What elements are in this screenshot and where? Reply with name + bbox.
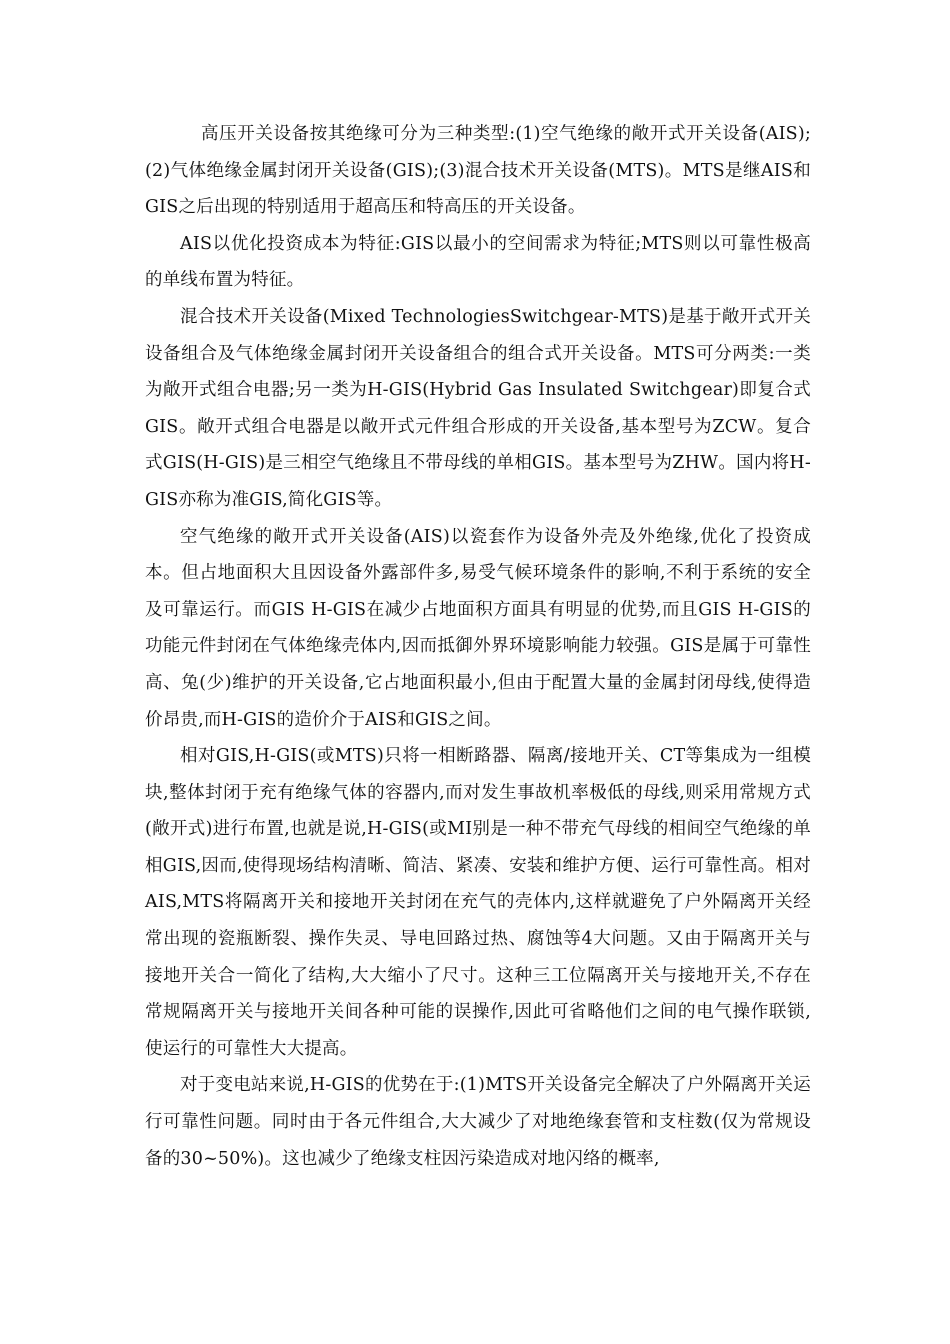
paragraph-insulation-types: 高压开关设备按其绝缘可分为三种类型:(1)空气绝缘的敞开式开关设备(AIS);(2)气体绝缘金属封闭开关设备(GIS);(3)混合技术开关设备(MTS)。MTS是继AIS和GIS之后出现的特别适用于超高压和特高压的开关设备。 <box>145 124 811 218</box>
paragraph-substation-advantages: 对于变电站来说,H-GIS的优势在于:(1)MTS开关设备完全解决了户外隔离开关运行可靠性问题。同时由于各元件组合,大大减少了对地绝缘套管和支柱数(仅为常规设备的30~50%)。这也减少了绝缘支柱因污染造成对地闪络的概率, <box>145 1075 811 1169</box>
paragraph-mts-definition: 混合技术开关设备(Mixed TechnologiesSwitchgear-MTS)是基于敞开式开关设备组合及气体绝缘金属封闭开关设备组合的组合式开关设备。MTS可分两类:一类为敞开式组合电器;另一类为H-GIS(Hybrid Gas Insulated Switchgear)即复合式GIS。敞开式组合电器是以敞开式元件组合形成的开关设备,基本型号为ZCW。复合式GIS(H-GIS)是三相空气绝缘且不带母线的单相GIS。基本型号为ZHW。国内将H-GIS亦称为准GIS,简化GIS等。 <box>145 306 811 510</box>
paragraph-features: AIS以优化投资成本为特征:GIS以最小的空间需求为特征;MTS则以可靠性极高的单线布置为特征。 <box>145 233 811 291</box>
paragraph-hgis-structure: 相对GIS,H-GIS(或MTS)只将一相断路器、隔离/接地开关、CT等集成为一组模块,整体封闭于充有绝缘气体的容器内,而对发生事故机率极低的母线,则采用常规方式(敞开式)进行布置,也就是说,H-GIS(或MI别是一种不带充气母线的相间空气绝缘的单相GIS,因而,使得现场结构清晰、简洁、紧凑、安装和维护方便、运行可靠性高。相对AIS,MTS将隔离开关和接地开关封闭在充气的壳体内,这样就避免了户外隔离开关经常出现的瓷瓶断裂、操作失灵、导电回路过热、腐蚀等4大问题。又由于隔离开关与接地开关合一简化了结构,大大缩小了尺寸。这种三工位隔离开关与接地开关,不存在常规隔离开关与接地开关间各种可能的误操作,因此可省略他们之间的电气操作联锁,使运行的可靠性大大提高。 <box>145 746 811 1059</box>
paragraph-ais-comparison: 空气绝缘的敞开式开关设备(AIS)以瓷套作为设备外壳及外绝缘,优化了投资成本。但占地面积大且因设备外露部件多,易受气候环境条件的影响,不利于系统的安全及可靠运行。而GIS H-GIS在减少占地面积方面具有明显的优势,而且GIS H-GIS的功能元件封闭在气体绝缘壳体内,因而抵御外界环境影响能力较强。GIS是属于可靠性高、兔(少)维护的开关设备,它占地面积最小,但由于配置大量的金属封闭母线,使得造价昂贵,而H-GIS的造价介于AIS和GIS之间。 <box>145 526 811 730</box>
document-body <box>145 116 811 1177</box>
